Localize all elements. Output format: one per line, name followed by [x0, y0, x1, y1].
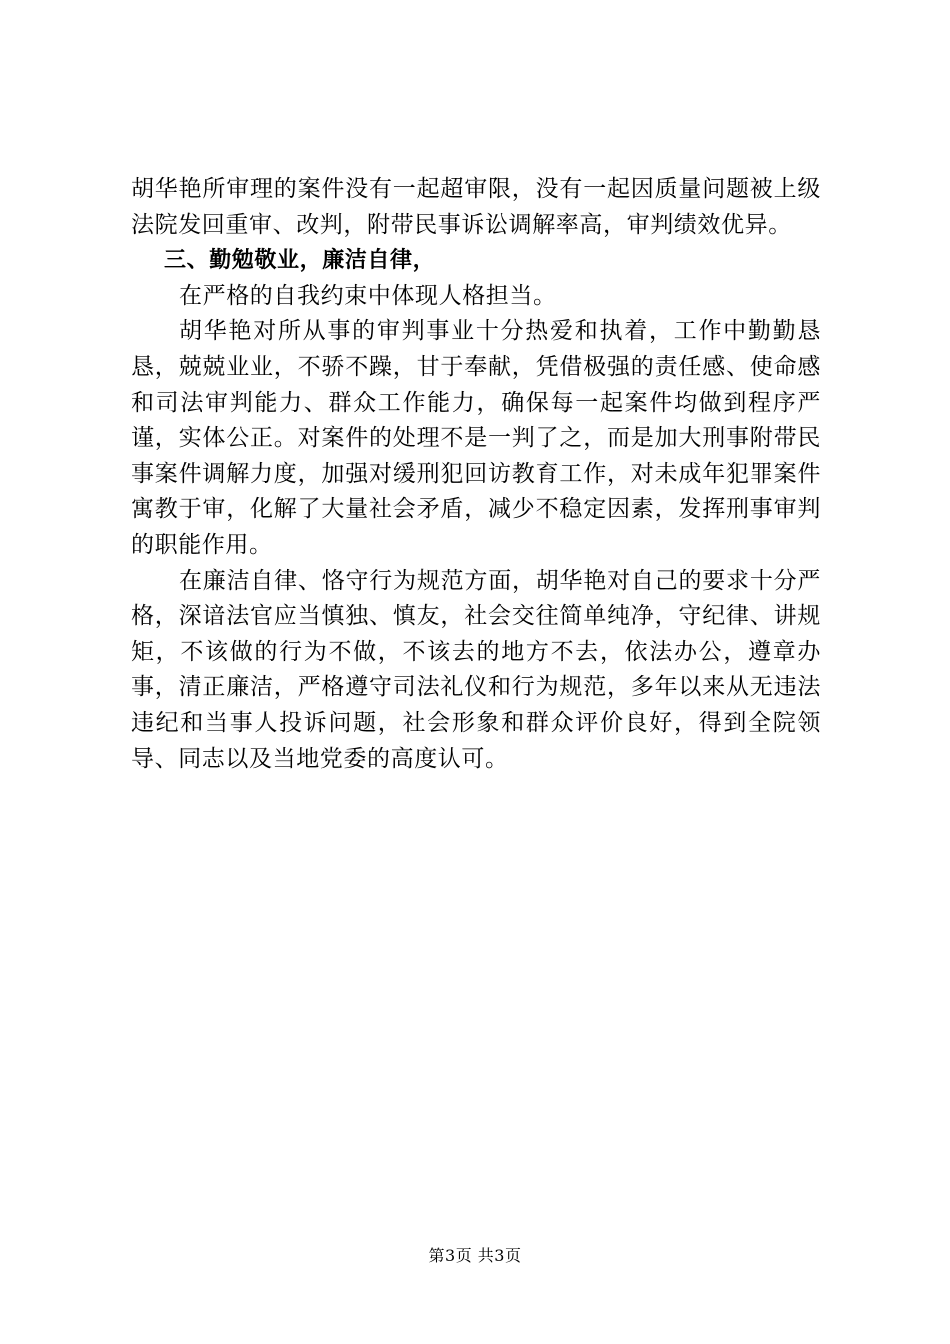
page-footer: [0, 1243, 950, 1266]
document-body: [131, 172, 821, 777]
section-heading: 三、勤勉敬业，廉洁自律，: [164, 248, 436, 274]
paragraph-dedication: 胡华艳对所从事的审判事业十分热爱和执着，工作中勤勤恳恳，兢兢业业，不骄不躁，甘于奉献，凭借极强的责任感、使命感和司法审判能力、群众工作能力，确保每一起案件均做到程序严谨，实体公正。对案件的处理不是一判了之，而是加大刑事附带民事案件调解力度，加强对缓刑犯回访教育工作，对未成年犯罪案件寓教于审，化解了大量社会矛盾，减少不稳定因素，发挥刑事审判的职能作用。: [131, 318, 821, 558]
paragraph-integrity: 在廉洁自律、恪守行为规范方面，胡华艳对自己的要求十分严格，深谙法官应当慎独、慎友，社会交往简单纯净，守纪律、讲规矩，不该做的行为不做，不该去的地方不去，依法办公，遵章办事，清正廉洁，严格遵守司法礼仪和行为规范，多年以来从无违法违纪和当事人投诉问题，社会形象和群众评价良好，得到全院领导、同志以及当地党委的高度认可。: [131, 567, 821, 772]
paragraph-case-quality: 胡华艳所审理的案件没有一起超审限，没有一起因质量问题被上级法院发回重审、改判，附带民事诉讼调解率高，审判绩效优异。: [131, 176, 821, 238]
paragraph-self-discipline: 在严格的自我约束中体现人格担当。: [179, 282, 557, 309]
page-number: 第3页 共3页: [428, 1246, 522, 1265]
